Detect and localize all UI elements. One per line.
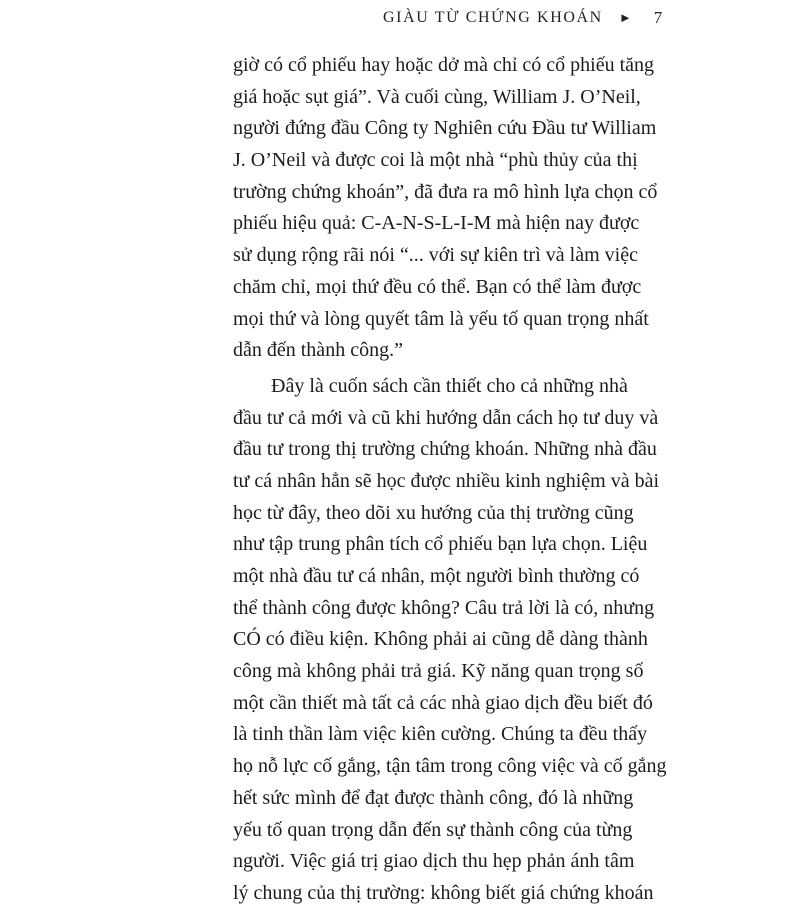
paragraph — [233, 50, 663, 367]
body-text — [233, 50, 667, 910]
text-line: người. Việc giá trị giao dịch thu hẹp phản ánh tâm — [233, 850, 635, 873]
text-line: học từ đây, theo dõi xu hướng của thị trường cũng — [233, 501, 634, 524]
text-line: giờ có cổ phiếu hay hoặc dở mà chỉ có cổ phiếu tăng — [233, 54, 655, 76]
text-line: như tập trung phân tích cổ phiếu bạn lựa chọn. Liệu — [233, 533, 648, 556]
text-line: trường chứng khoán”, đã đưa ra mô hình lựa chọn cổ — [233, 180, 658, 203]
text-line: CÓ có điều kiện. Không phải ai cũng dễ dàng thành — [233, 628, 648, 651]
text-line: thể thành công được không? Câu trả lời là có, nhưng — [233, 596, 655, 619]
triangle-right-icon: ► — [618, 10, 632, 25]
text-line: hết sức mình để đạt được thành công, đó là những — [233, 786, 634, 809]
text-line: chăm chỉ, mọi thứ đều có thể. Bạn có thể làm được — [233, 275, 642, 298]
text-line: J. O’Neil và được coi là một nhà “phù thủy của thị — [233, 149, 638, 172]
text-line: dẫn đến thành công.” — [233, 339, 403, 362]
text-line: phiếu hiệu quả: C-A-N-S-L-I-M mà hiện nay được — [233, 212, 640, 235]
text-line: sử dụng rộng rãi nói “... với sự kiên trì và làm việc — [233, 244, 638, 267]
text-line: họ nỗ lực cố gắng, tận tâm trong công việc và cố gắng — [233, 755, 667, 778]
text-line: tư cá nhân hẳn sẽ học được nhiều kinh nghiệm và bài — [233, 469, 660, 492]
text-line: là tinh thần làm việc kiên cường. Chúng ta đều thấy — [233, 723, 648, 746]
text-line: một cần thiết mà tất cả các nhà giao dịch đều biết đó — [233, 691, 653, 714]
text-line: một nhà đầu tư cá nhân, một người bình thường có — [233, 565, 640, 587]
page-number: 7 — [653, 8, 663, 27]
text-line: đầu tư trong thị trường chứng khoán. Những nhà đầu — [233, 438, 657, 461]
running-header-title: GIÀU TỪ CHỨNG KHOÁN — [383, 9, 603, 26]
text-line: mọi thứ và lòng quyết tâm là yếu tố quan trọng nhất — [233, 307, 649, 330]
paragraph — [233, 371, 667, 910]
text-line: công mà không phải trả giá. Kỹ năng quan trọng số — [233, 660, 644, 683]
text-line: đầu tư cả mới và cũ khi hướng dẫn cách họ tư duy và — [233, 406, 659, 429]
text-line: người đứng đầu Công ty Nghiên cứu Đầu tư William — [233, 117, 657, 140]
text-line: Đây là cuốn sách cần thiết cho cả những nhà — [271, 374, 628, 397]
running-header — [383, 6, 662, 30]
text-line: yếu tố quan trọng dẫn đến sự thành công của từng — [233, 818, 633, 841]
text-line: giá hoặc sụt giá”. Và cuối cùng, William J. O’Neil, — [233, 85, 641, 108]
text-line: lý chung của thị trường: không biết giá chứng khoán — [233, 881, 654, 904]
